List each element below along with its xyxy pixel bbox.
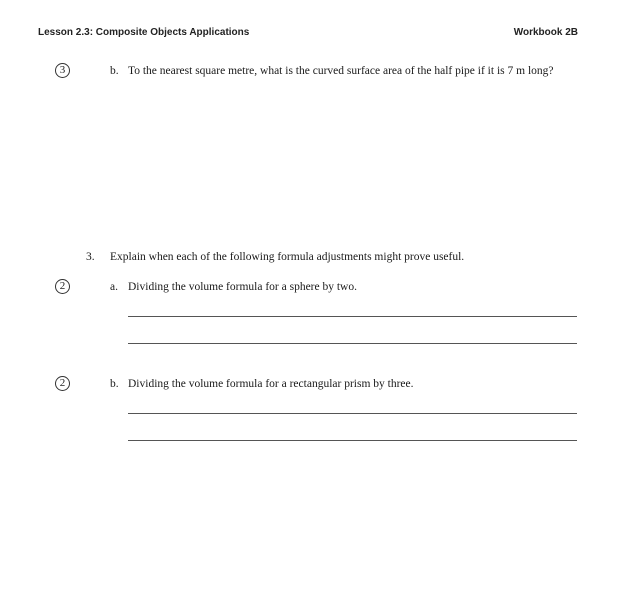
header-workbook-title: Workbook 2B bbox=[513, 27, 578, 38]
marks-circle-q3a: 2 bbox=[55, 279, 70, 294]
answer-line[interactable] bbox=[128, 343, 577, 344]
answer-line[interactable] bbox=[128, 413, 577, 414]
answer-line[interactable] bbox=[128, 440, 577, 441]
question-3b-label: b. bbox=[110, 378, 119, 390]
question-2b-text: To the nearest square metre, what is the curved surface area of the half pipe if it is 7 m long? bbox=[128, 65, 554, 77]
question-2b-label: b. bbox=[110, 65, 119, 77]
marks-circle-q3b: 2 bbox=[55, 376, 70, 391]
answer-line[interactable] bbox=[128, 316, 577, 317]
question-3-text: Explain when each of the following formula adjustments might prove useful. bbox=[110, 251, 465, 263]
header-lesson-title: Lesson 2.3: Composite Objects Applications bbox=[38, 27, 250, 38]
question-3b-text: Dividing the volume formula for a rectangular prism by three. bbox=[128, 378, 414, 390]
marks-circle-q2b: 3 bbox=[55, 63, 70, 78]
question-3a-label: a. bbox=[110, 281, 118, 293]
question-3a-text: Dividing the volume formula for a sphere by two. bbox=[128, 281, 357, 293]
question-3-number: 3. bbox=[86, 251, 95, 263]
